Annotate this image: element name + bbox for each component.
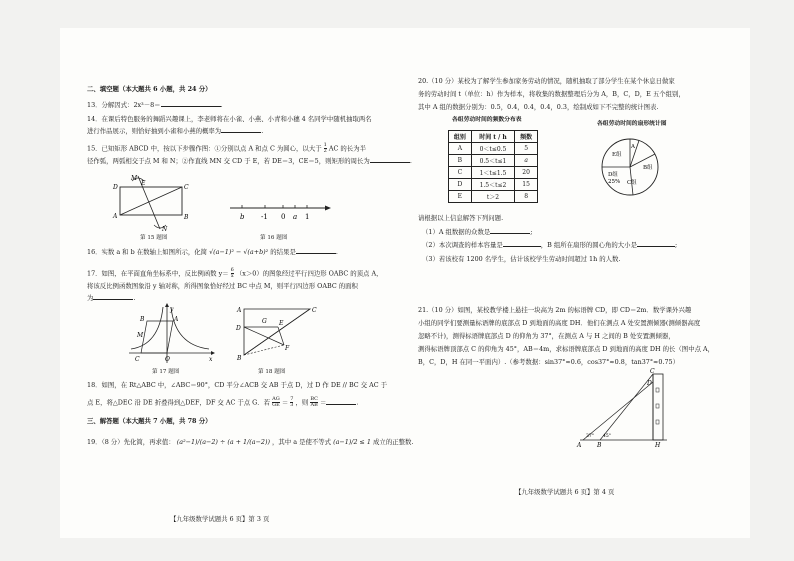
svg-text:A: A	[237, 307, 242, 314]
svg-text:O: O	[165, 356, 170, 363]
pie-label-c: C组	[627, 180, 637, 186]
q15-frac-num: 1	[323, 142, 327, 148]
table-header-row	[449, 131, 538, 143]
question-20-part2: （2）本次调查的样本容量是 ，B 组所在扇形的圆心角的大小是 ;	[422, 241, 678, 249]
figure-17-coordinate-graph	[125, 303, 215, 365]
pie-label-b: B组	[643, 165, 653, 171]
label-neg1: -1	[261, 213, 268, 221]
table-row: E t＞2 8	[449, 191, 538, 203]
table-row: A 0＜t≤0.5 5	[449, 143, 538, 155]
question-20-line1: 20.（10 分）某校为了解学生参加家务劳动的情况，随机抽取了部分学生在某个休息日做家	[418, 77, 675, 85]
svg-text:M: M	[137, 332, 144, 339]
fig21-angle-37: 37°	[586, 434, 594, 439]
figure-21-building	[575, 368, 675, 448]
svg-text:A: A	[174, 316, 179, 323]
q19-inequality: (a−1)/2 ≤ 1	[333, 438, 371, 446]
question-21-line5: B，C，D，H 在同一平面内）.（参考数据：sin37°≈0.6，cos37°≈0.8，tan37°≈0.75）	[418, 358, 680, 366]
question-14-line1: 14．在课后特色服务的舞蹈兴趣课上，李老师将在小雀、小燕、小青和小穗 4 名同学中随机抽取两名	[87, 115, 372, 123]
table-row: C 1＜t≤1.5 20	[449, 167, 538, 179]
question-18-line2: 点 E，将△DEC 沿 DE 折叠得到△DEF，DF 交 AC 于点 G．若 $\frac{AG}{GE}$ ＝ $\frac{7}{3}$ ，则 $\frac{BC}{AB}$ ＝ .	[87, 396, 359, 408]
pie-label-e: E组	[612, 152, 622, 158]
question-19: 19．（8 分）先化简，再求值： (a²−1)/(a−2) ÷ (a + 1/(a−2)) ，其中 a 是使不等式 (a−1)/2 ≤ 1 成立的正整数.	[87, 438, 414, 446]
question-14-line2: 进行作品展示，则恰好抽到小雀和小燕的概率为 .	[87, 127, 264, 135]
header-group: 组别	[449, 131, 472, 143]
svg-text:F: F	[285, 345, 290, 352]
svg-text:E: E	[279, 320, 284, 327]
question-20-line2: 务的劳动时间 t（单位：h）作为样本，将收集的数据整理后分为 A，B，C，D，E 五个组别，	[418, 90, 685, 98]
fig21-label-c: C	[650, 368, 655, 375]
figure-15-caption: 第 15 题图	[140, 235, 168, 241]
question-16: 16．实数 a 和 b 在数轴上如图所示，化简 √(a−1)² − √(a+b)² 的结果是 .	[87, 248, 338, 256]
svg-text:D: D	[236, 325, 241, 332]
question-15-line2: 径作弧，两弧相交于点 M 和 N；②作直线 MN 交 CD 于 E，若 DE＝3，CE＝5，则矩形的周长为 .	[87, 157, 412, 165]
label-a: a	[293, 213, 298, 221]
pie-chart-title: 各组劳动时间的扇形统计图	[597, 121, 667, 127]
question-17-line2: 将该反比例函数图象沿 y 轴对称，所得图象恰好经过 BC 中点 M，则平行四边形 OABC 的面积	[87, 282, 358, 290]
exam-sheet	[60, 28, 750, 538]
label-b: b	[240, 213, 245, 221]
header-time: 时间 t / h	[471, 131, 515, 143]
question-21-line3: 忽略不计)，测得标语牌底部点 D 的仰角为 37°，在测点 A 与 H 之间的 B 处安置测倾器，	[418, 332, 675, 340]
svg-text:N: N	[162, 226, 168, 233]
question-18-line1: 18．如图，在 Rt△ABC 中，∠ABC＝90°，CD 平分∠ACB 交 AB 于点 D，过 D 作 DE // BC 交 AC 于	[87, 381, 388, 389]
svg-text:C: C	[312, 307, 317, 314]
question-17-line1: 17．如图，在平面直角坐标系中，反比例函数 y＝ $\frac{6}{x}$ （x＞0）的图象经过平行四边形 OABC 的顶点 A，	[87, 267, 383, 279]
pie-label-a: A	[631, 144, 635, 150]
svg-text:D: D	[113, 184, 118, 191]
pie-label-d-percent: 25%	[608, 179, 621, 185]
fig21-label-b: B	[597, 442, 602, 448]
question-21-line2: 小组的同学们要测量标语牌的底部点 D 到地面的高度 DH．他们在测点 A 处安置测倾器(测倾器高度	[418, 319, 701, 327]
frequency-table	[448, 130, 538, 203]
question-20-part1: （1）A 组数据的众数是 ;	[422, 228, 533, 236]
page-3-footer: 【九年级数学试题共 6 页】第 3 页	[170, 515, 270, 523]
q16-expression: √(a−1)² − √(a+b)²	[209, 248, 269, 256]
label-0: 0	[281, 213, 286, 221]
label-1: 1	[305, 213, 310, 221]
svg-text:G: G	[262, 318, 267, 325]
question-20-prompt: 请根据以上信息解答下列问题.	[418, 214, 504, 222]
svg-text:C: C	[184, 184, 189, 191]
figure-16-caption: 第 16 题图	[260, 235, 288, 241]
svg-text:B: B	[140, 316, 145, 323]
svg-text:B: B	[237, 355, 242, 362]
figure-18-triangle	[232, 303, 322, 365]
question-15-line1: 15．已知矩形 ABCD 中，按以下步骤作图：①分别以点 A 和点 C 为圆心，以大于 $\frac{1}{2}$ AC 的长为半	[87, 142, 366, 154]
table-title: 各组劳动时间的频数分布表	[452, 117, 522, 123]
figure-16-number-line	[225, 188, 335, 228]
q19-expression: (a²−1)/(a−2) ÷ (a + 1/(a−2))	[176, 438, 270, 446]
header-frequency: 频数	[515, 131, 538, 143]
svg-text:y: y	[170, 306, 174, 313]
fig21-label-a: A	[577, 442, 582, 448]
question-21-line1: 21.（10 分）如图，某校教学楼上悬挂一块高为 2m 的标语牌 CD，即 CD＝2m．数学课外兴趣	[418, 306, 692, 314]
figure-15-rectangle	[110, 173, 200, 233]
svg-text:A: A	[113, 213, 118, 220]
figure-18-caption: 第 18 题图	[258, 369, 286, 375]
question-20-line3: 其中 A 组的数据分别为：0.5，0.4，0.4，0.4，0.3，绘制成如下不完整的统计图表.	[418, 103, 659, 111]
fig21-label-d: D	[647, 380, 652, 387]
svg-text:M: M	[131, 175, 138, 182]
fig21-label-h: H	[655, 442, 661, 448]
figure-17-caption: 第 17 题图	[152, 369, 180, 375]
page-4-footer: 【九年级数学试题共 6 页】第 4 页	[515, 488, 615, 496]
fig21-angle-45: 45°	[603, 434, 611, 439]
section-2-heading: 二、填空题（本大题共 6 小题，共 24 分）	[87, 85, 212, 93]
section-3-heading: 三、解答题（本大题共 7 小题，共 78 分）	[87, 417, 212, 425]
question-17-line3: 为 .	[87, 294, 136, 302]
question-13: 13．分解因式：2x³－8＝ .	[87, 101, 223, 109]
question-21-line4: 测得标语牌顶部点 C 的仰角为 45°，AB＝4m，求标语牌底部点 D 到地面的高度 DH 的长（图中点 A，	[418, 345, 715, 353]
svg-text:C: C	[135, 356, 140, 363]
svg-text:E: E	[141, 180, 146, 187]
svg-text:B: B	[184, 214, 189, 221]
q15-frac-den: 2	[323, 148, 327, 154]
pie-chart	[595, 132, 665, 202]
svg-text:x: x	[209, 356, 213, 363]
pie-label-d: D组	[608, 172, 618, 178]
question-20-part3: （3）若该校有 1200 名学生，估计该校学生劳动时间超过 1h 的人数.	[422, 255, 621, 263]
table-row: D 1.5＜t≤2 15	[449, 179, 538, 191]
table-row: B 0.5＜t≤1 a	[449, 155, 538, 167]
